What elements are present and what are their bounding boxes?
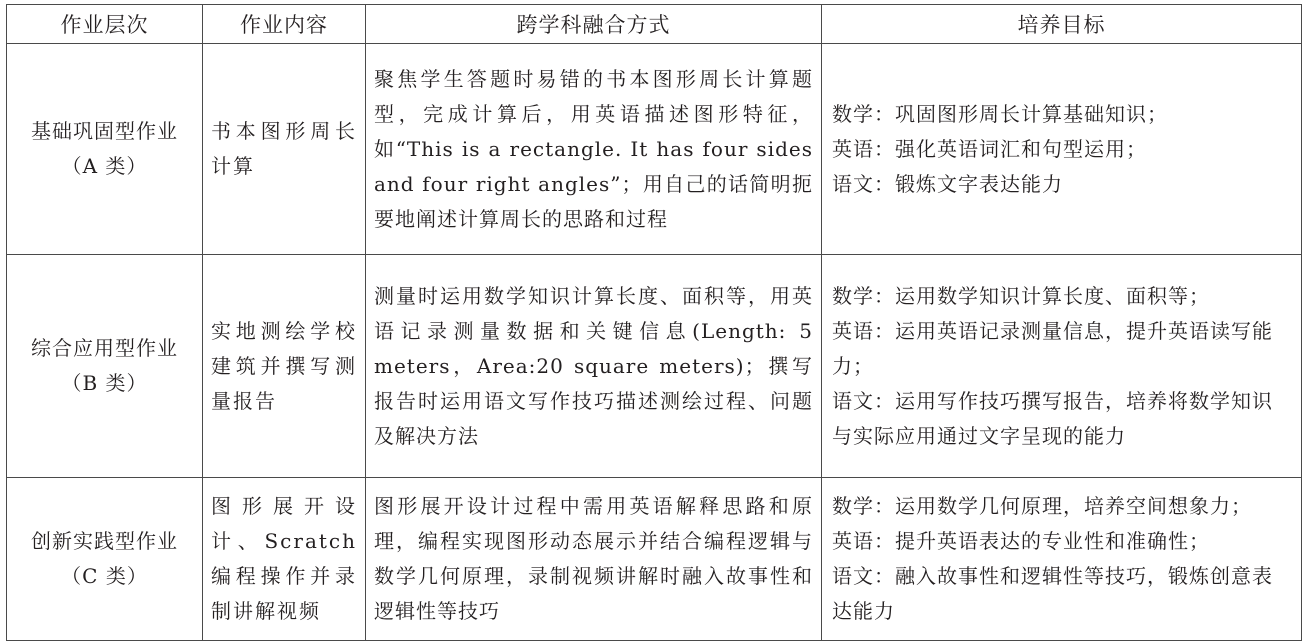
method-cell: 测量时运用数学知识计算长度、面积等，用英语记录测量数据和关键信息(Length: 5 meters，Area:20 square meters)；撰写报告时运用语文写作技巧描述测绘过程、问题及解决方法 <box>366 255 822 478</box>
header-content: 作业内容 <box>203 5 366 44</box>
goal-cell <box>822 255 1302 478</box>
header-level: 作业层次 <box>7 5 203 44</box>
goal-english: 英语：运用英语记录测量信息，提升英语读写能力； <box>832 318 1273 378</box>
level-class: （C 类） <box>61 564 148 588</box>
content-cell: 书本图形周长计算 <box>203 44 366 255</box>
table-row <box>7 255 1302 478</box>
level-name: 基础巩固型作业 <box>31 119 178 143</box>
level-cell <box>7 44 203 255</box>
level-name: 创新实践型作业 <box>31 529 178 553</box>
header-method: 跨学科融合方式 <box>366 5 822 44</box>
level-class: （A 类） <box>61 154 148 178</box>
goal-math: 数学：运用数学几何原理，培养空间想象力； <box>832 494 1252 518</box>
level-cell <box>7 478 203 641</box>
table-row <box>7 478 1302 641</box>
goal-cell <box>822 44 1302 255</box>
homework-table <box>6 4 1302 641</box>
goal-math: 数学：运用数学知识计算长度、面积等； <box>832 283 1210 308</box>
goal-chinese: 语文：锻炼文字表达能力 <box>832 171 1063 196</box>
level-name: 综合应用型作业 <box>31 336 178 360</box>
method-cell: 聚焦学生答题时易错的书本图形周长计算题型，完成计算后，用英语描述图形特征，如“This is a rectangle. It has four sides and four right angles”；用自己的话简明扼要地阐述计算周长的思路和过程 <box>366 44 822 255</box>
method-cell: 图形展开设计过程中需用英语解释思路和原理，编程实现图形动态展示并结合编程逻辑与数学几何原理，录制视频讲解时融入故事性和逻辑性等技巧 <box>366 478 822 641</box>
goal-english: 英语：提升英语表达的专业性和准确性； <box>832 529 1210 553</box>
content-cell: 实地测绘学校建筑并撰写测量报告 <box>203 255 366 478</box>
table-header-row <box>7 5 1302 44</box>
goal-chinese: 语文：融入故事性和逻辑性等技巧，锻炼创意表达能力 <box>832 564 1273 623</box>
goal-cell <box>822 478 1302 641</box>
table-row <box>7 44 1302 255</box>
level-class: （B 类） <box>61 371 148 395</box>
header-goal: 培养目标 <box>822 5 1302 44</box>
goal-english: 英语：强化英语词汇和句型运用； <box>832 136 1147 161</box>
goal-chinese: 语文：运用写作技巧撰写报告，培养将数学知识与实际应用通过文字呈现的能力 <box>832 388 1273 448</box>
level-cell <box>7 255 203 478</box>
goal-math: 数学：巩固图形周长计算基础知识； <box>832 101 1168 126</box>
content-cell: 图形展开设计、Scratch 编程操作并录制讲解视频 <box>203 478 366 641</box>
